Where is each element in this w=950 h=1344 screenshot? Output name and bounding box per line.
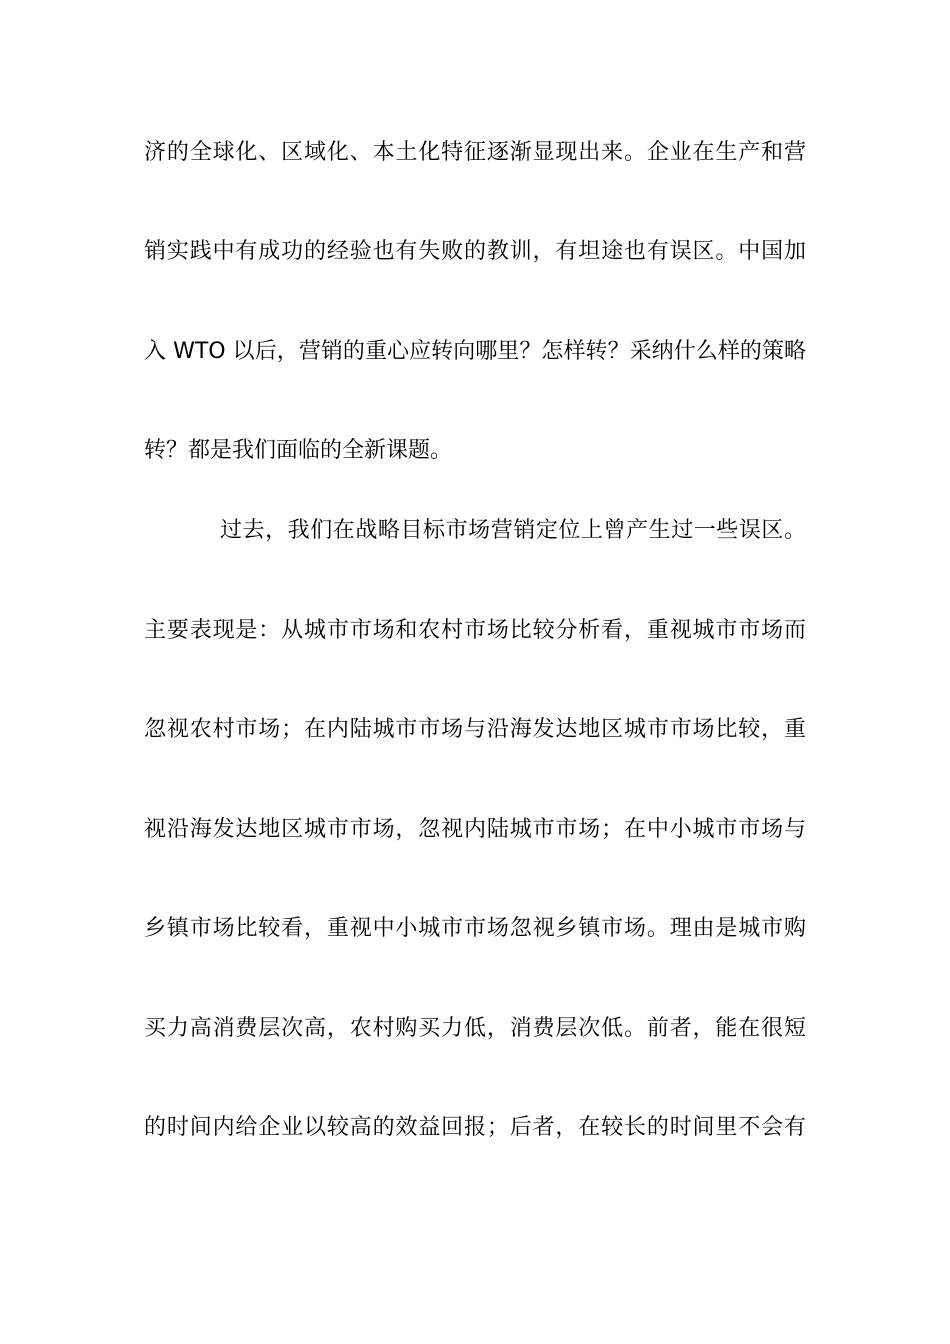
text-line-6: 主要表现是：从城市市场和农村市场比较分析看，重视城市市场而	[144, 618, 806, 643]
text-line-1: 济的全球化、区域化、本土化特征逐渐显现出来。企业在生产和营	[144, 140, 806, 165]
text-line-10: 买力高消费层次高，农村购买力低，消费层次低。前者，能在很短	[144, 1016, 806, 1041]
text-line-2: 销实践中有成功的经验也有失败的教训，有坦途也有误区。中国加	[144, 239, 806, 264]
text-line-7: 忽视农村市场；在内陆城市市场与沿海发达地区城市市场比较，重	[144, 717, 806, 742]
text-line-5: 过去，我们在战略目标市场营销定位上曾产生过一些误区。	[220, 518, 806, 543]
text-line-3: 入 WTO 以后，营销的重心应转向哪里？怎样转？采纳什么样的策略	[144, 339, 806, 364]
text-line-8: 视沿海发达地区城市市场，忽视内陆城市市场；在中小城市市场与	[144, 817, 806, 842]
text-line-4: 转？都是我们面临的全新课题。	[144, 438, 453, 463]
text-line-9: 乡镇市场比较看，重视中小城市市场忽视乡镇市场。理由是城市购	[144, 916, 806, 941]
text-line-11: 的时间内给企业以较高的效益回报；后者，在较长的时间里不会有	[144, 1115, 806, 1140]
